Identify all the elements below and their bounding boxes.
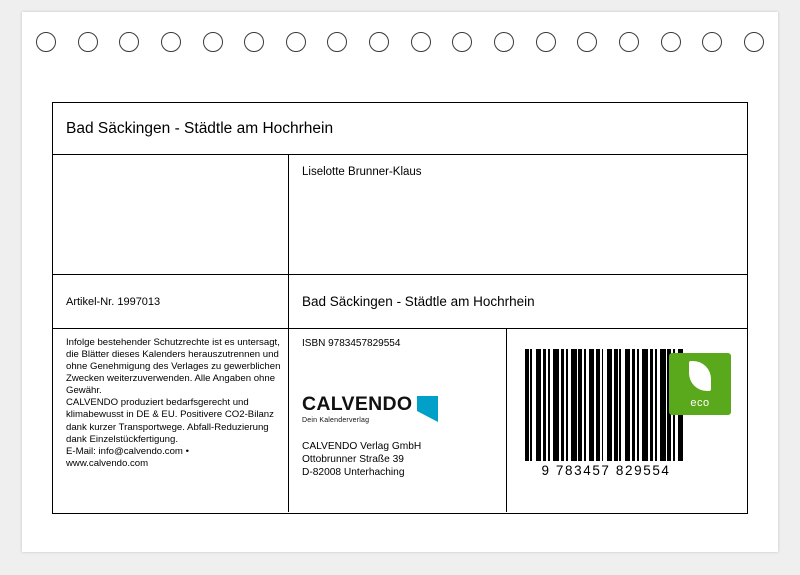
eco-badge-label: eco (690, 397, 710, 409)
barcode-number: 9 783457 829554 (541, 463, 671, 478)
punch-hole (161, 32, 181, 52)
punch-hole (36, 32, 56, 52)
punch-hole (203, 32, 223, 52)
leaf-icon (689, 361, 711, 391)
barcode-block (507, 329, 747, 512)
page-title: Bad Säckingen - Städtle am Hochrhein (66, 119, 334, 137)
punch-hole (244, 32, 264, 52)
article-row (53, 275, 747, 329)
bottom-row (53, 329, 747, 512)
article-number: Artikel-Nr. 1997013 (66, 295, 161, 308)
punch-hole (536, 32, 556, 52)
author-row-left-cell (53, 155, 289, 274)
calvendo-wordmark: CALVENDO (302, 393, 413, 415)
punch-hole (619, 32, 639, 52)
punch-hole (78, 32, 98, 52)
isbn: ISBN 9783457829554 (302, 338, 401, 349)
legal-line-1: Infolge bestehender Schutzrechte ist es untersagt, die Blätter dieses Kalenders herauszutrennen und ohne Genehmigung des Verlages zu gewerblichen Zwecken weiterzuverwenden. Alle Angaben ohne Gewähr. (66, 337, 281, 397)
title-row (53, 103, 747, 155)
publisher-city: D-82008 Unterhaching (302, 467, 405, 479)
publisher-block (289, 329, 507, 512)
legal-line-2: CALVENDO produziert bedarfsgerecht und klimabewusst in DE & EU. Positivere CO2-Bilanz dank kurzer Transportwege. Abfall-Reduzierung dank Einzelstückfertigung. (66, 397, 274, 445)
calvendo-tagline: Dein Kalenderverlag (302, 416, 370, 424)
author-cell (289, 155, 747, 274)
calvendo-mark-icon (417, 396, 438, 422)
punch-hole (702, 32, 722, 52)
publisher-address (302, 440, 506, 480)
legal-notice (53, 329, 289, 512)
publisher-street: Ottobrunner Straße 39 (302, 453, 404, 465)
publisher-name: CALVENDO Verlag GmbH (302, 440, 422, 452)
legal-line-4: www.calvendo.com (66, 457, 149, 469)
eco-badge (669, 353, 731, 415)
punch-hole (119, 32, 139, 52)
punch-hole (577, 32, 597, 52)
barcode-bars (525, 349, 685, 461)
punch-hole (661, 32, 681, 52)
subtitle: Bad Säckingen - Städtle am Hochrhein (302, 294, 535, 309)
punch-hole (452, 32, 472, 52)
legal-line-3: E-Mail: info@calvendo.com • (66, 445, 189, 457)
subtitle-cell (289, 275, 747, 328)
author-row (53, 155, 747, 275)
punch-hole (369, 32, 389, 52)
punch-hole (744, 32, 764, 52)
punch-hole (327, 32, 347, 52)
article-number-cell (53, 275, 289, 328)
info-card (52, 102, 748, 514)
punch-hole (286, 32, 306, 52)
calvendo-logo (302, 395, 506, 424)
punch-holes-row (22, 26, 778, 58)
author-name: Liselotte Brunner-Klaus (302, 166, 422, 178)
punch-hole (411, 32, 431, 52)
punch-hole (494, 32, 514, 52)
